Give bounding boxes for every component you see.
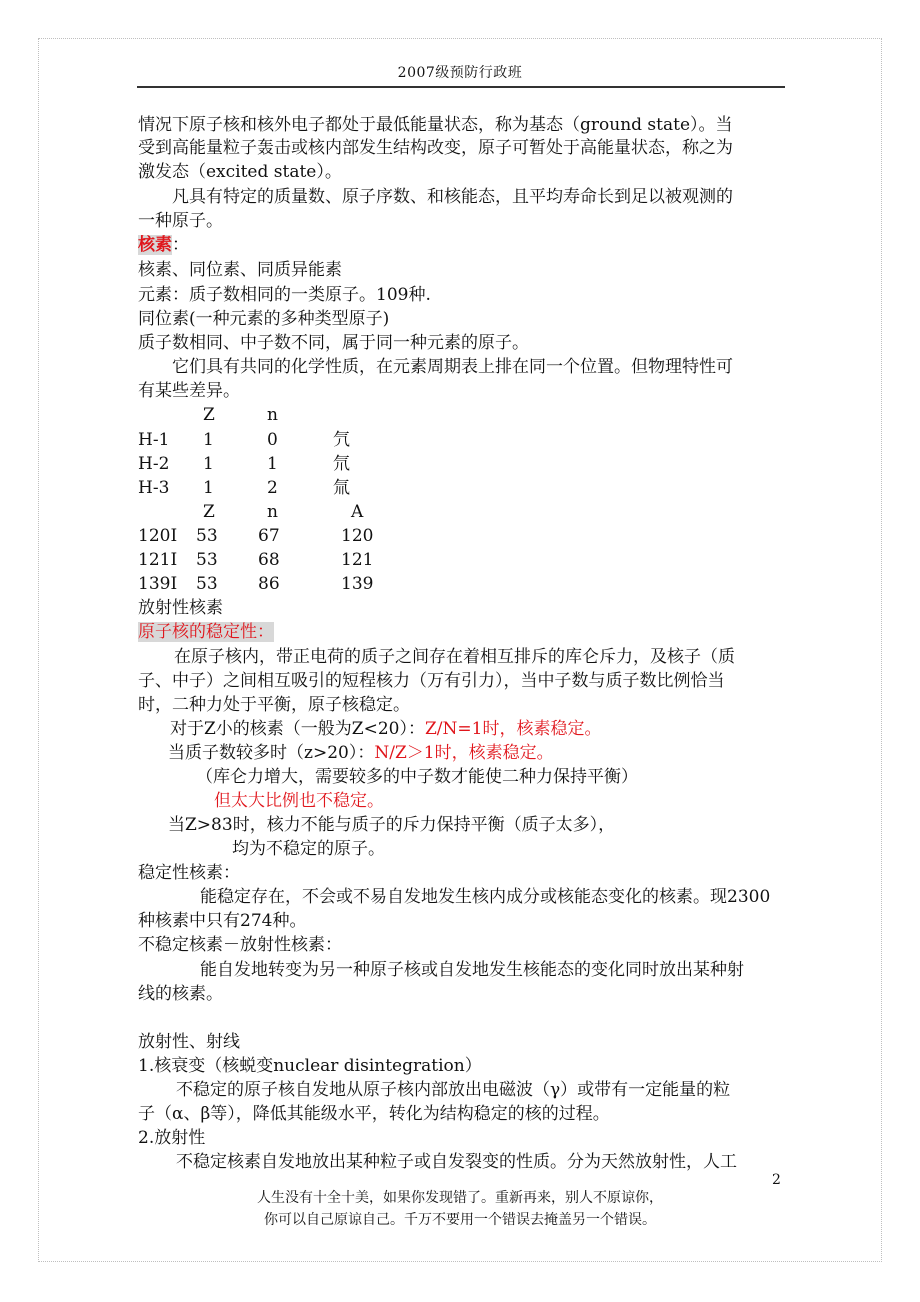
small-z-rule <box>170 717 601 741</box>
ratio-warning: 但太大比例也不稳定。 <box>214 791 384 811</box>
table-header-cell: A <box>351 502 364 522</box>
page-header-title: 2007级预防行政班 <box>397 65 523 81</box>
table-cell: 氚 <box>333 478 350 498</box>
text-line: 元素：质子数相同的一类原子。109种. <box>138 285 431 305</box>
table-cell: 68 <box>258 550 280 570</box>
large-z-result: N/Z＞1时，核素稳定。 <box>374 743 554 763</box>
small-z-result: Z/N=1时，核素稳定。 <box>425 719 602 739</box>
paragraph-line: 不稳定的原子核自发地从原子核内部放出电磁波（γ）或带有一定能量的粒 <box>176 1080 731 1100</box>
text-line: 同位素(一种元素的多种类型原子) <box>138 309 390 329</box>
paragraph-line: 一种原子。 <box>138 211 223 231</box>
table-cell: 氘 <box>333 454 350 474</box>
table-cell: 1 <box>203 454 214 474</box>
section-heading: 1.核衰变（核蜕变nuclear disintegration） <box>138 1056 482 1076</box>
section-heading: 2.放射性 <box>138 1128 206 1148</box>
paragraph-line: 凡具有特定的质量数、原子序数、和核能态，且平均寿命长到足以被观测的 <box>172 187 733 207</box>
table-cell: 139I <box>138 574 178 594</box>
paragraph-line: 它们具有共同的化学性质，在元素周期表上排在同一个位置。但物理特性可 <box>172 357 733 377</box>
paragraph-line: 子、中子）之间相互吸引的短程核力（万有引力），当中子数与质子数比例恰当 <box>138 671 725 691</box>
heading-nuclide-text: 核素 <box>138 235 172 255</box>
footer-line: 你可以自己原谅自己。千万不要用一个错误去掩盖另一个错误。 <box>264 1212 656 1228</box>
section-heading: 稳定性核素： <box>138 863 240 883</box>
paragraph-line: 能稳定存在，不会或不易自发地发生核内成分或核能态变化的核素。现2300 <box>200 887 771 907</box>
table-cell: 2 <box>267 478 278 498</box>
heading-stability <box>138 620 274 644</box>
table-cell: 53 <box>196 526 218 546</box>
table-header-cell: n <box>267 502 278 522</box>
table-cell: 139 <box>341 574 374 594</box>
table-cell: 0 <box>267 430 278 450</box>
table-cell: H-1 <box>138 430 170 450</box>
table-cell: 1 <box>203 478 214 498</box>
z83-result: 均为不稳定的原子。 <box>232 839 385 859</box>
table-cell: 53 <box>196 574 218 594</box>
table-cell: 67 <box>258 526 280 546</box>
table-cell: 1 <box>203 430 214 450</box>
paragraph-line: 激发态（excited state）。 <box>138 162 342 182</box>
table-cell: 120 <box>341 526 374 546</box>
table-cell: 121I <box>138 550 178 570</box>
table-cell: 1 <box>267 454 278 474</box>
large-z-rule <box>168 741 554 765</box>
text-line: 质子数相同、中子数不同，属于同一种元素的原子。 <box>138 333 529 353</box>
coulomb-note: （库仑力增大，需要较多的中子数才能使二种力保持平衡） <box>196 767 638 787</box>
paragraph-line: 情况下原子核和核外电子都处于最低能量状态，称为基态（ground state）。当 <box>138 115 733 135</box>
page-number: 2 <box>772 1172 781 1188</box>
table-header-cell: Z <box>203 502 215 522</box>
paragraph-line: 线的核素。 <box>138 984 223 1004</box>
paragraph-line: 不稳定核素自发地放出某种粒子或自发裂变的性质。分为天然放射性，人工 <box>176 1152 737 1172</box>
table-cell: H-3 <box>138 478 170 498</box>
paragraph-line: 有某些差异。 <box>138 381 240 401</box>
table-header-cell: Z <box>203 405 215 425</box>
section-heading: 不稳定核素－放射性核素： <box>138 935 342 955</box>
table-cell: H-2 <box>138 454 170 474</box>
heading-colon: ： <box>172 235 189 255</box>
text-line: 核素、同位素、同质异能素 <box>138 260 342 280</box>
paragraph-line: 种核素中只有274种。 <box>138 911 307 931</box>
table-header-cell: n <box>267 405 278 425</box>
table-cell: 121 <box>341 550 374 570</box>
table-cell: 53 <box>196 550 218 570</box>
section-heading: 放射性、射线 <box>138 1032 240 1052</box>
table-cell: 86 <box>258 574 280 594</box>
paragraph-line: 在原子核内，带正电荷的质子之间存在着相互排斥的库仑斥力，及核子（质 <box>174 647 735 667</box>
section-heading: 放射性核素 <box>138 598 223 618</box>
heading-nuclide <box>138 233 189 257</box>
small-z-condition: 对于Z小的核素（一般为Z<20）： <box>170 719 425 739</box>
large-z-condition: 当质子数较多时（z>20）： <box>168 743 375 763</box>
heading-stability-text: 原子核的稳定性： <box>138 622 274 642</box>
header-rule <box>137 86 785 88</box>
table-cell: 120I <box>138 526 178 546</box>
footer-line: 人生没有十全十美，如果你发现错了。重新再来，别人不原谅你， <box>257 1190 663 1206</box>
paragraph-line: 时，二种力处于平衡，原子核稳定。 <box>138 695 410 715</box>
paragraph-line: 受到高能量粒子轰击或核内部发生结构改变，原子可暂处于高能量状态，称之为 <box>138 138 733 158</box>
paragraph-line: 能自发地转变为另一种原子核或自发地发生核能态的变化同时放出某种射 <box>200 960 744 980</box>
paragraph-line: 子（α、β等），降低其能级水平，转化为结构稳定的核的过程。 <box>138 1104 610 1124</box>
table-cell: 氕 <box>333 430 350 450</box>
z83-rule: 当Z>83时，核力不能与质子的斥力保持平衡（质子太多）， <box>168 815 616 835</box>
